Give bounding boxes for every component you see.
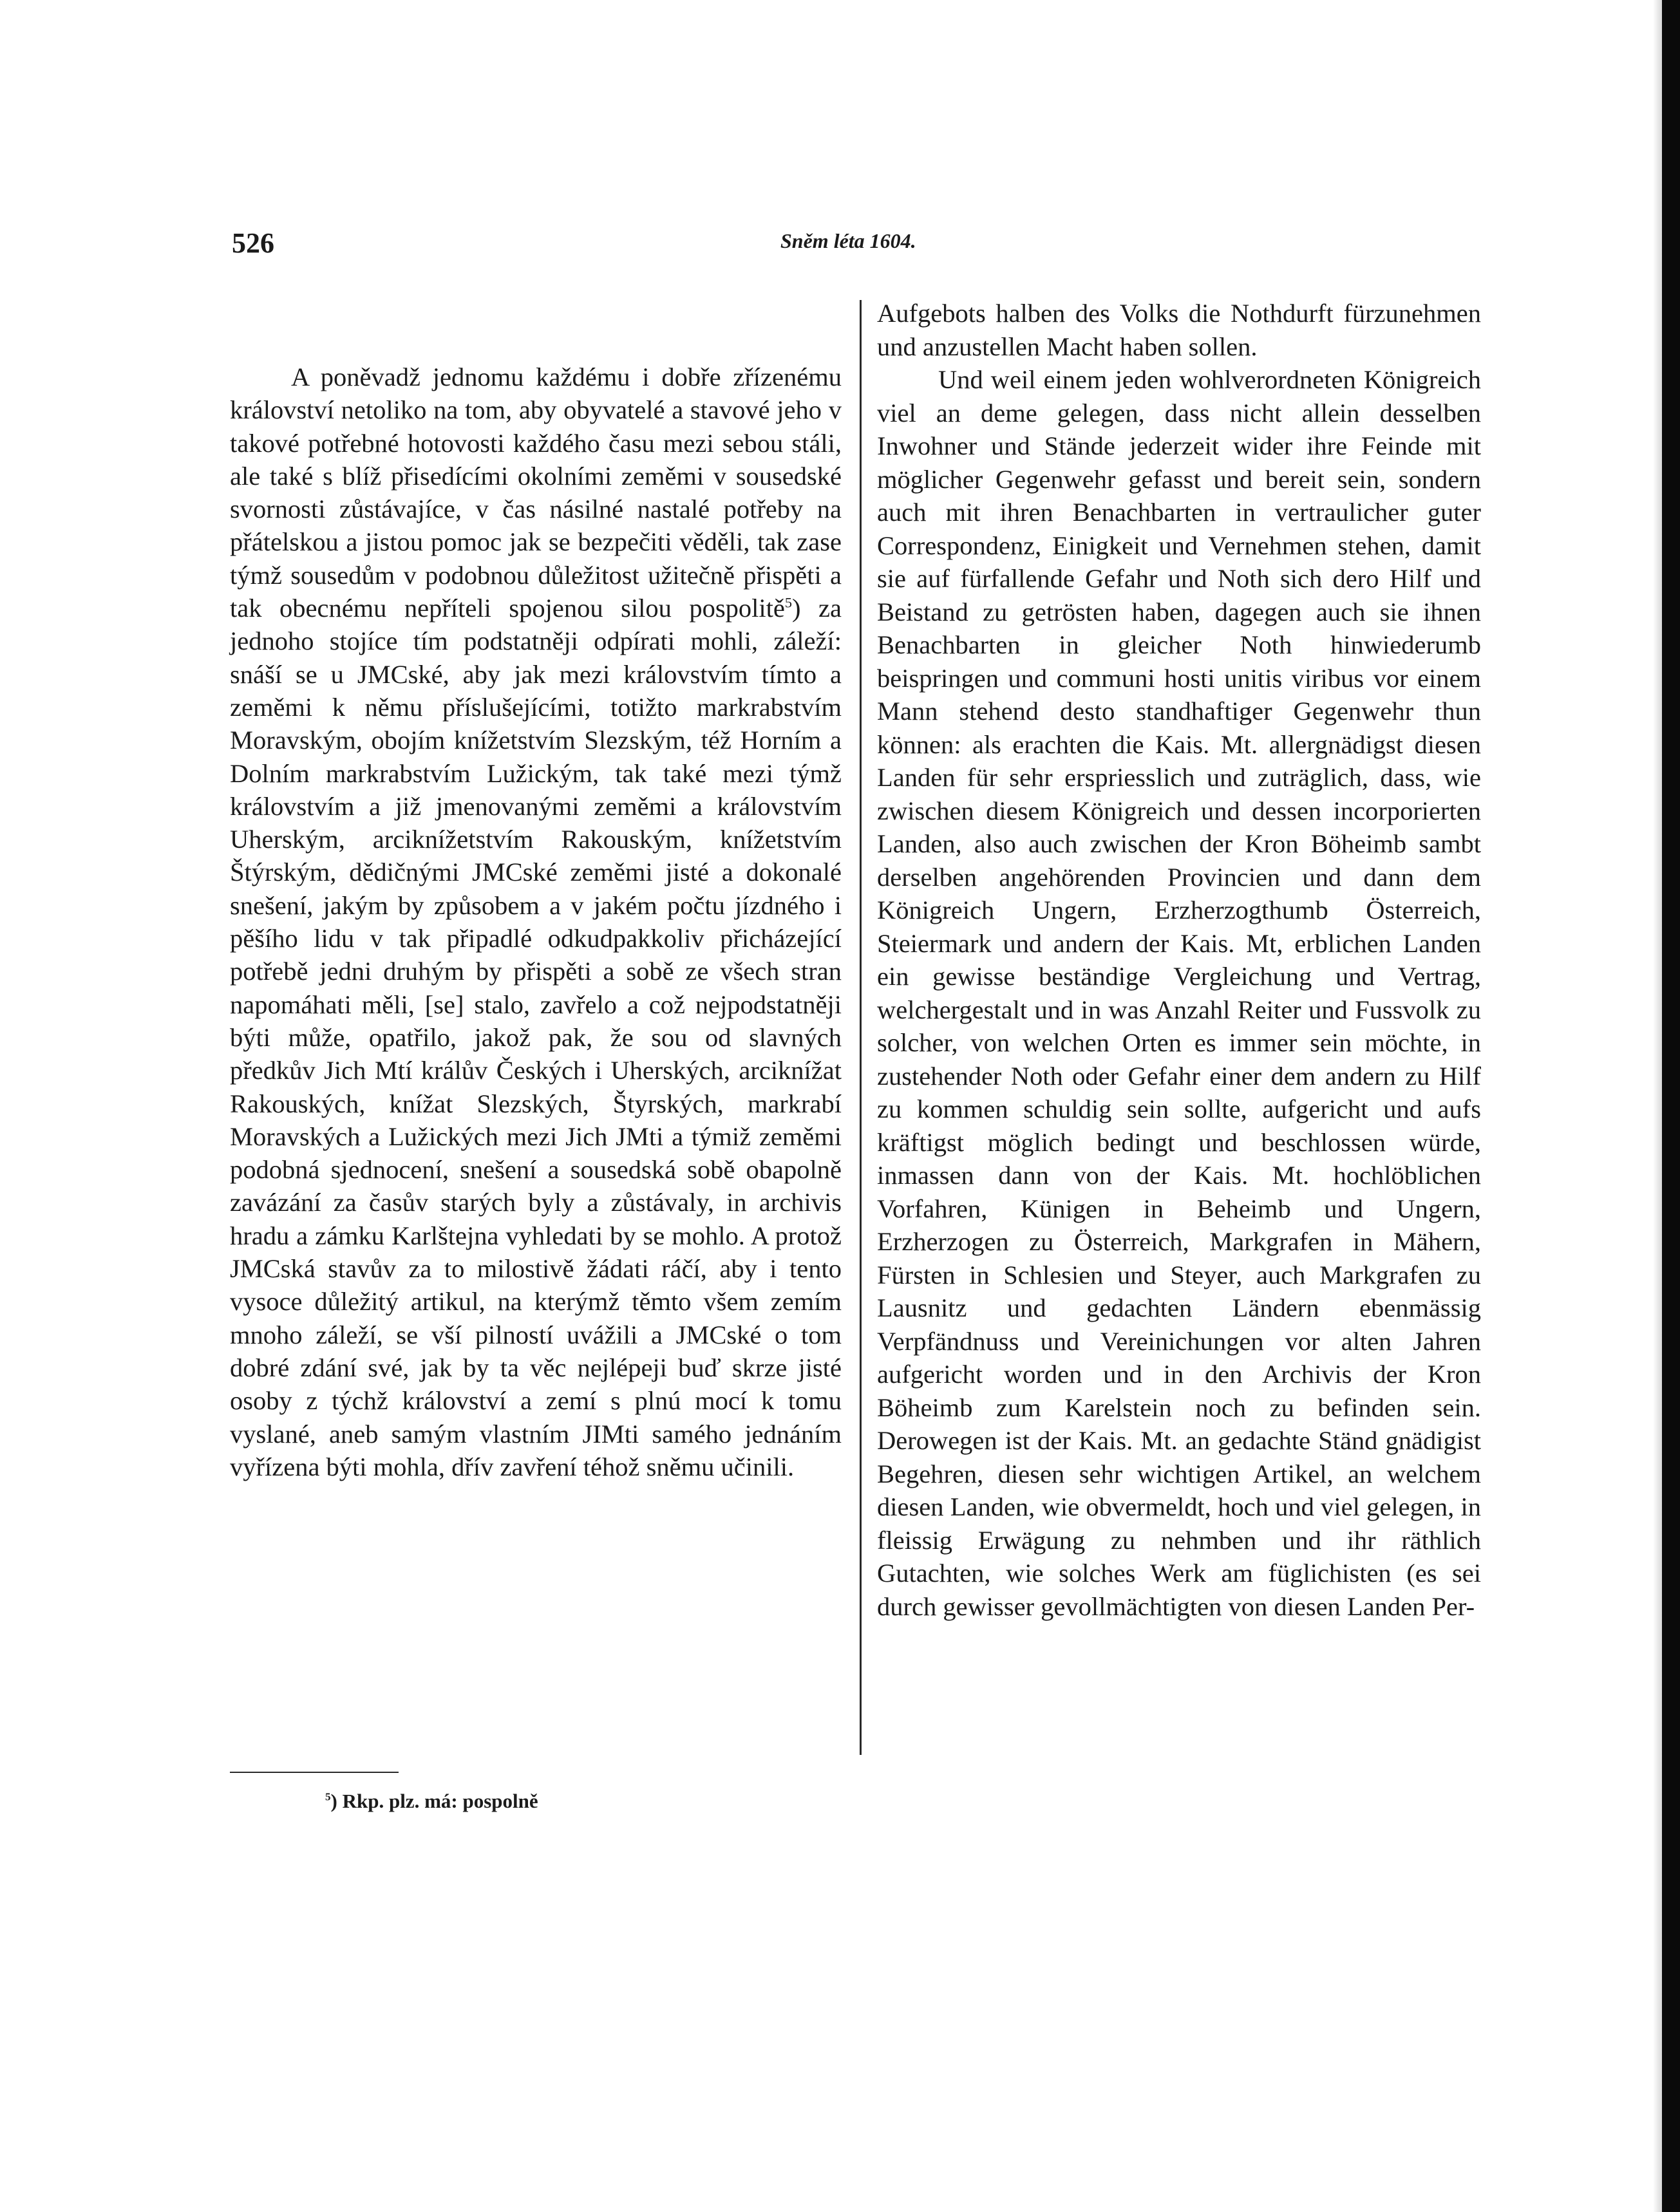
scan-edge [1662,0,1680,2212]
left-column-paragraph [230,361,842,1483]
running-head: Sněm léta 1604. [780,229,916,252]
right-paragraph: Und weil einem jeden wohlverordneten Königreich viel an deme gelegen, dass nicht allein desselben Inwohner und Stände jederzeit wider ihre Feinde mit möglicher Gegenwehr gefasst und bereit sein, sondern auch mit ihren Benachbarten in vertraulicher guter Correspondenz, Einigkeit und Vernehmen stehen, damit sie auf fürfallende Gefahr und Noth sich dero Hilf und Beistand zu getrösten haben, dagegen auch sie ihnen Benachbarten in gleicher Noth hinwiederumb beispringen und communi hosti unitis viribus vor einem Mann stehend desto standhaftiger Gegenwehr thun können: als erachten die Kais. Mt. allergnädigst diesen Landen für sehr erspriesslich und zuträglich, dass, wie zwischen diesem Königreich und dessen incorporierten Landen, also auch zwischen der Kron Böheimb sambt derselben angehörenden Provincien und dann dem Königreich Ungern, Erzherzogthumb Österreich, Steiermark und andern der Kais. Mt, erblichen Landen ein gewisse beständige Vergleichung und Vertrag, welchergestalt und in was Anzahl Reiter und Fussvolk zu solcher, von welchen Orten es immer sein möchte, in zustehender Noth oder Gefahr einer dem andern zu Hilf zu kommen schuldig sein sollte, aufgericht und aufs kräftigst möglich bedingt und beschlossen würde, inmassen dann von der Kais. Mt. hochlöblichen Vorfahren, Künigen in Beheimb und Ungern, Erzherzogen zu Österreich, Markgrafen in Mähern, Fürsten in Schlesien und Steyer, auch Markgrafen zu Lausnitz und gedachten Ländern ebenmässig Verpfändnuss und Vereinichungen vor alten Jahren aufgericht worden und in den Archivis der Kron Böheimb zum Karelstein noch zu befinden sein. Derowegen ist der Kais. Mt. an gedachte Ständ gnädigist Begehren, diesen sehr wichtigen Artikel, an welchem diesen Landen, wie obvermeldt, hoch und viel gelegen, in fleissig Erwägung zu nehmben und ihr räthlich Gutachten, wie solches Werk am füglichisten (es sei durch gewisser gevollmächtigten von diesen Landen Per- [877,365,1481,1621]
page-number: 526 [232,227,274,259]
column-divider [860,300,862,1755]
right-column [877,297,1481,1623]
right-paragraph-continuation: Aufgebots halben des Volks die Nothdurft fürzunehmen und anzustellen Macht haben sollen. [877,299,1481,361]
footnote [325,1788,538,1814]
footnote-marker: 5 [325,1790,331,1803]
scan-shadow [1653,0,1662,2212]
left-paragraph-before-note: A poněvadž jednomu každému i dobře zřízenému království netoliko na tom, aby obyvatelé a stavové jeho v takové potřebné hotovosti každého času mezi sebou stáli, ale také s blíž přisedícími okolními zeměmi v sousedské svornosti zůstávajíce, v čas násilné nastalé potřeby na přátelskou a jistou pomoc jak se bezpečiti věděli, tak zase týmž sousedům v podobnou důležitost užitečně přispěti a tak obecnému nepříteli spojenou silou pospolitě [230,362,842,623]
footnote-rule [230,1772,399,1773]
footnote-reference: 5 [784,594,793,611]
left-paragraph-after-note: ) za jednoho stojíce tím podstatněji odpírati mohli, záleží: snáší se u JMCské, aby jak mezi královstvím tímto a zeměmi k němu příslušejícími, totižto markrabstvím Moravským, obojím knížetstvím Slezským, též Horním a Dolním markrabstvím Lužickým, tak také mezi týmž královstvím a již jmenovanými zeměmi a královstvím Uherským, arciknížetstvím Rakouským, knížetstvím Štýrským, dědičnými JMCské zeměmi jisté a dokonalé snešení, jakým by způsobem a v jakém počtu jízdného i pěšího lidu v tak připadlé odkudpakkoliv přicházející potřebě jedni druhým by přispěti a sobě ze všech stran napomáhati měli, [se] stalo, zavřelo a což nejpodstatněji býti může, opatřilo, jakož pak, že sou od slavných předkův Jich Mtí králův Českých i Uherských, arciknížat Rakouských, knížat Slezských, Štyrských, markrabí Moravských a Lužických mezi Jich JMti a týmiž zeměmi podobná sjednocení, snešení a sousedská sobě obapolně zavázání za časův starých byly a zůstávaly, in archivis hradu a zámku Karlštejna vyhledati by se mohlo. A protož JMCská stavův za to milostivě žádati ráčí, aby i tento vysoce důležitý artikul, na kterýmž těmto všem zemím mnoho záleží, se vší pilností uvážili a JMCské o tom dobré zdání své, jak by ta věc nejlépeji buď skrze jisté osoby z týchž království a zemí s plnú mocí k tomu vyslané, aneb samým vlastním JIMti samého jednáním vyřízena býti mohla, dřív zavření téhož sněmu učinili. [230,594,842,1481]
footnote-text: ) Rkp. plz. má: pospolně [330,1790,538,1812]
